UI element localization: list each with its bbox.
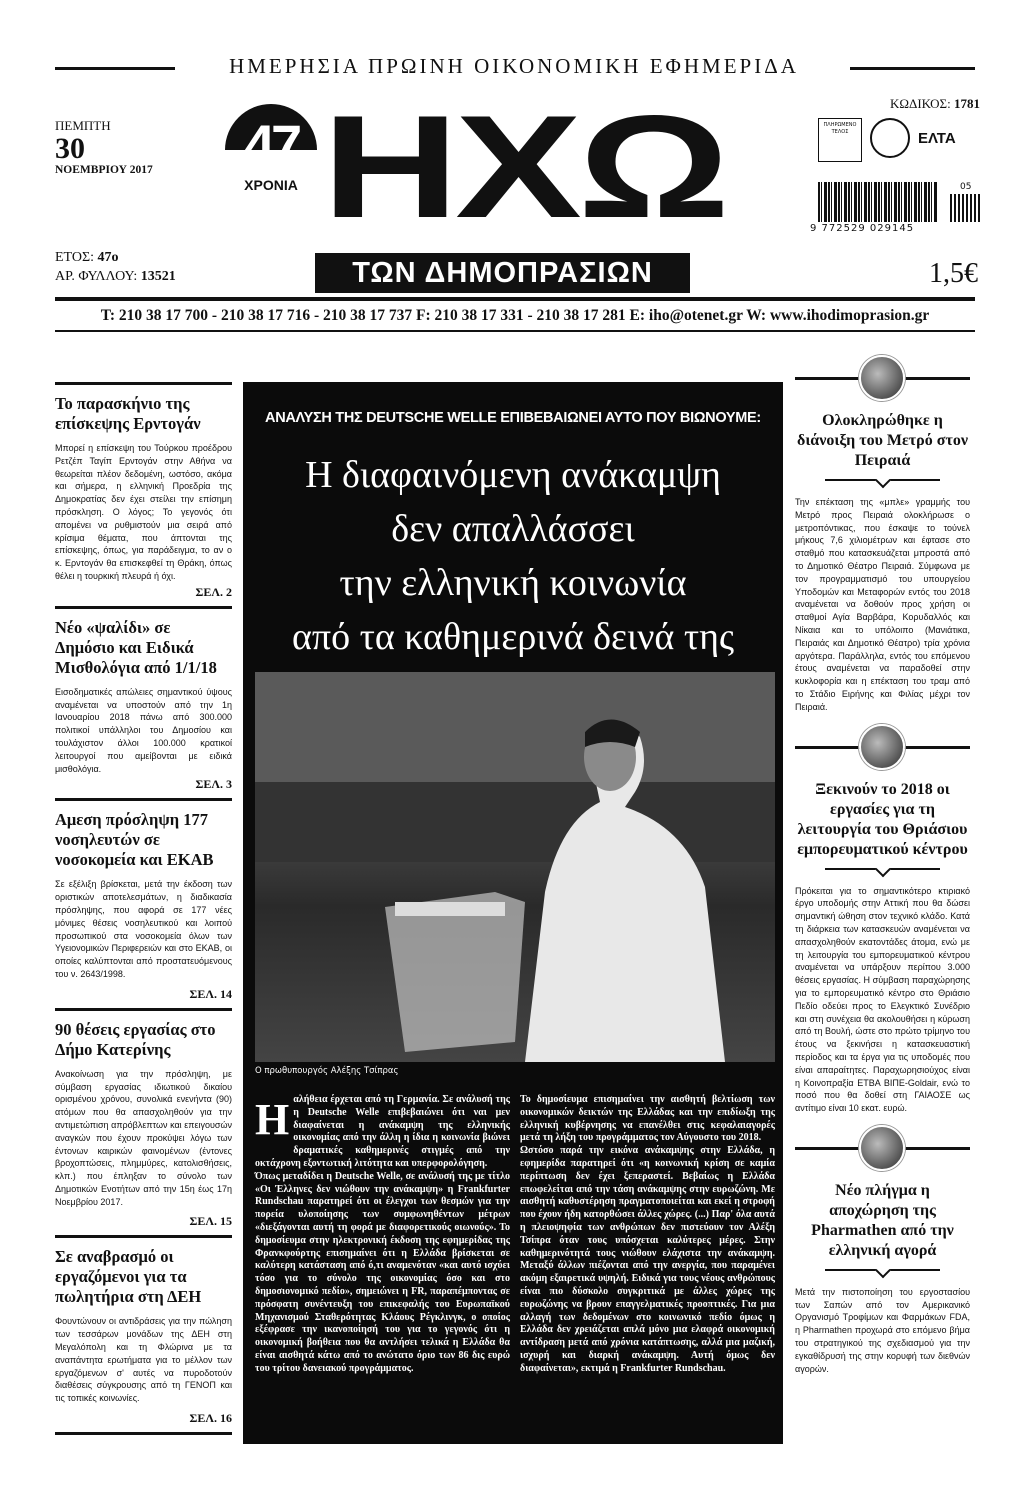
- story-title: Ολοκληρώθηκε η διάνοιξη του Μετρό στον Πειραιά: [797, 412, 968, 469]
- story-thumbnail: [859, 1125, 905, 1171]
- photo-caption: Ο πρωθυπουργός Αλέξης Τσίπρας: [255, 1066, 399, 1076]
- lead-story: [243, 382, 783, 1444]
- price: 1,5€: [929, 258, 978, 289]
- body-paragraph: Ωστόσο παρά την εικόνα ανάκαμψης στην Ελλάδα, η εφημερίδα παρατηρεί ότι «η κοινωνική κρίση σε καμία περίπτωση δεν έχει ξεπεραστεί. Βεβαίως η Ελλάδα επωφελείται από την τάση ανάκαμψης στην ευρωζώνη. Με αισθητή καθυστέρηση πραγματοποιείται και εκεί η στροφή που έχουν ήδη κατορθώσει άλλες χώρες. (...) Παρ' όλα αυτά η πλειοψηφία των ανθρώπων δεν πιστεύουν τον Αλέξη Τσίπρα όταν τους υπόσχεται καλύτερες μέρες. Στην καθημερινότητά τους νιώθουν ελάχιστα την ανάκαμψη. Μεταξύ άλλων πιέζονται από την ανεργία, που παραμένει ακόμη εξαιρετικά υψηλή. Ειδικά για τους νέους ανθρώπους είναι πιο δύσκολο συγκριτικά με άλλες χώρες της ευρωζώνης να βρουν επαγγελματικές προοπτικές. Για μια αλλαγή των δεδομένων στο κοινωνικό πεδίο όμως η Ελλάδα δεν χρειάζεται απλά μόνο μια ελαφρά οικονομική αντίδραση μετά από χρόνια κατάπτωσης, αλλά μια μαζική, ισχυρή και διαρκή ανάκαμψη. Αυτή όμως δεν διαφαίνεται», εκτιμά η Frankfurter Rundschau.: [520, 1145, 775, 1374]
- anniversary-badge: [222, 98, 320, 196]
- year-label: ΕΤΟΣ:: [55, 250, 94, 265]
- lead-headline: [243, 448, 783, 664]
- brief-title: Το παρασκήνιο της επίσκεψης Ερντογάν: [55, 394, 201, 433]
- page-ref: ΣΕΛ. 16: [189, 1411, 232, 1426]
- left-column: [55, 382, 232, 1435]
- contact-rule: [55, 330, 975, 332]
- code: [890, 96, 980, 111]
- barcode: [810, 182, 980, 236]
- lead-body-right: [520, 1094, 775, 1376]
- dropcap: Η: [255, 1095, 290, 1144]
- news-brief: [55, 1008, 232, 1236]
- barcode-bars: [818, 182, 938, 222]
- issue-value: 13521: [140, 269, 176, 284]
- barcode-addon: 05: [960, 182, 972, 192]
- brief-text: Φουντώνουν οι αντιδράσεις για την πώληση των τεσσάρων μονάδων της ΔΕΗ στη Μεγαλόπολη και τη Φλώρινα με τα αναπάντητα ερωτήματα για το μέλλον των εργαζόμενων σ' αυτές να πυροδοτούν διαθέσεις σύγκρουσης από τη ΓΕΝΟΠ και τις τοπικές κοινωνίες.: [55, 1316, 232, 1404]
- seal-stamp-icon: [870, 118, 910, 158]
- story-thumbnail-row: [795, 724, 970, 772]
- story-thumbnail: [859, 724, 905, 770]
- newspaper-logo-subtitle: ΤΩΝ ΔΗΜΟΠΡΑΣΙΩΝ: [315, 253, 690, 293]
- elta-logo: ΕΛΤΑ: [918, 130, 956, 147]
- headline-line: την ελληνική κοινωνία: [339, 562, 687, 604]
- postage-paid-stamp: ΠΛΗΡΩΜΕΝΟ ΤΕΛΟΣ: [818, 118, 862, 162]
- issue-label: ΑΡ. ΦΥΛΛΟΥ:: [55, 269, 138, 284]
- page-ref: ΣΕΛ. 3: [195, 777, 232, 792]
- anniversary-label: ΧΡΟΝΙΑ: [244, 177, 298, 193]
- brief-title: Αμεση πρόσληψη 177 νοσηλευτών σε νοσοκομεία και ΕΚΑΒ: [55, 810, 214, 870]
- tagline: ΗΜΕΡΗΣΙΑ ΠΡΩΙΝΗ ΟΙΚΟΝΟΜΙΚΗ ΕΦΗΜΕΡΙΔΑ: [229, 54, 799, 78]
- header-rule: [55, 297, 975, 301]
- story-title: Νέο πλήγμα η αποχώρηση της Pharmathen από την ελληνική αγορά: [811, 1181, 954, 1259]
- story-thumbnail: [859, 355, 905, 401]
- chevron-divider-icon: [825, 868, 940, 880]
- right-column: [795, 355, 970, 1385]
- brief-title: Νέο «ψαλίδι» σε Δημόσιο και Ειδικά Μισθολόγια από 1/1/18: [55, 617, 217, 677]
- barcode-addon-bars: [950, 194, 980, 222]
- postal-stamps: [818, 116, 978, 166]
- lead-photo: [255, 672, 775, 1062]
- brief-text: Σε εξέλιξη βρίσκεται, μετά την έκδοση των οριστικών αποτελεσμάτων, η διαδικασία πρόσληψης, που αφορά σε 177 νέες μόνιμες θέσεις νοσηλευτικού και λοιπού προσωπικού στα νοσοκομεία όλων των Υγειονομικών Περιφερειών και στο ΕΚΑΒ, οι οποίες καλύπτονται από προστατευόμενους του ν. 2643/1998.: [55, 879, 232, 979]
- brief-text: Εισοδηματικές απώλειες σημαντικού ύψους αναμένεται να υποστούν από την 1η Ιανουαρίου 2018 πάνω από 300.000 πολιτικοί υπάλληλοι του Δημοσίου και τουλάχιστον άλλοι 100.000 κρατικοί λειτουργοί που αμείβονται με ειδικά μισθολόγια.: [55, 686, 232, 774]
- headline-line: Η διαφαινόμενη ανάκαμψη: [305, 454, 721, 496]
- page-ref: ΣΕΛ. 2: [195, 584, 232, 599]
- story-thumbnail-row: [795, 355, 970, 403]
- date-number: 30: [55, 132, 85, 165]
- page-ref: ΣΕΛ. 14: [189, 986, 232, 1001]
- body-paragraph: Όπως μεταδίδει η Deutsche Welle, σε ανάλυσή της με τίτλο «Οι Έλληνες δεν νιώθουν την ανάκαμψη» η Frankfurter Rundschau παρατηρεί ότι οι έλεγχοι των θεσμών για την πορεία υλοποίησης των συμφωνηθέντων μέτρων «διεξάγονται αυτή τη φορά με διαφορετικούς οιωνούς». Το δημοσίευμα στην ηλεκτρονική έκδοση της εφημερίδας της Φρανκφούρτης επισημαίνει ότι η Ελλάδα βρίσκεται σε καλύτερη κατάσταση από ό,τι αναμενόταν «και αυτό ισχύει τόσο για το σύνολο της οικονομίας όσο και στο δημοσιονομικό πεδίο», σημειώνει η FR, παραπέμποντας σε πρόσφατη συνέντευξη του επικεφαλής του Ευρωπαϊκού Μηχανισμού Σταθερότητας Κλάους Ρέγκλινγκ, ο οποίος εξέφρασε την ικανοποίησή του για το γεγονός ότι η οικονομική βοήθεια που θα αντλήσει τελικά η Ελλάδα θα είναι αισθητά κάτω από το ανώτατο όριο των 86 δις ευρώ του τρίτου δανειακού προγράμματος.: [255, 1170, 510, 1374]
- story-text: Μετά την πιστοποίηση του εργοστασίου των Σαπών από τον Αμερικανικό Οργανισμό Τροφίμων και Φαρμάκων FDA, η Pharmathen προχωρά στο επόμενο βήμα του στρατηγικού της σχεδιασμού για την εγκαθίδρυσή της στην κορυφή των διεθνών αγορών.: [795, 1286, 970, 1374]
- story-text: Την επέκταση της «μπλε» γραμμής του Μετρό προς Πειραιά ολοκλήρωσε ο μετροπόντικας, που έσκαψε το τούνελ μήκους 7,6 χιλιομέτρων και έφτασε στο σταθμό που κατασκευάζεται μπροστά από το Δημοτικό Θέατρο Πειραιά. Σύμφωνα με τον προγραμματισμό του υπουργείου Υποδομών και Μεταφορών εντός του 2018 αναμένεται να δοθούν προς χρήση οι σταθμοί Αγία Βαρβάρα, Κορυδαλλός και Νίκαια και το υπόλοιπο (Μανιάτικα, Πειραιάς και Δημοτικό Θέατρο) τρία χρόνια αργότερα. Παράλληλα, εντός του επόμενου έτους αναμένεται να παραδοθεί στην κυκλοφορία και η επέκταση του τραμ από το Στάδιο Ειρήνης και Φιλίας μέχρι τον Πειραιά.: [795, 497, 970, 712]
- code-label: ΚΩΔΙΚΟΣ:: [889, 96, 951, 111]
- barcode-number: 9 772529 029145: [810, 223, 915, 234]
- news-brief: [55, 382, 232, 606]
- contact-line: T: 210 38 17 700 - 210 38 17 716 - 210 38 17 737 F: 210 38 17 331 - 210 38 17 281 E: iho@otenet.gr W: www.ihodimoprasion.gr: [100, 307, 930, 324]
- story-thumbnail-row: [795, 1125, 970, 1173]
- page-ref: ΣΕΛ. 15: [189, 1214, 232, 1229]
- story-title: Ξεκινούν το 2018 οι εργασίες για τη λειτουργία του Θριάσιου εμπορευματικού κέντρου: [797, 780, 968, 858]
- lead-kicker: ΑΝΑΛΥΣΗ ΤΗΣ DEUTSCHE WELLE ΕΠΙΒΕΒΑΙΩΝΕΙ ΑΥΤΟ ΠΟΥ ΒΙΩΝΟΥΜΕ:: [265, 410, 761, 426]
- headline-line: δεν απαλλάσσει: [391, 508, 635, 550]
- side-story: [795, 1125, 970, 1376]
- month-year: ΝΟΕΜΒΡΙΟΥ 2017: [55, 164, 153, 176]
- body-paragraph: αλήθεια έρχεται από τη Γερμανία. Σε ανάλυσή της η Deutsche Welle επιβεβαιώνει ότι ναι μεν διαφαίνεται η ανάκαμψη της ελληνικής οικονομίας από την άλλη η ίδια η κοινωνία βιώνει δραματικές καθημερινές στιγμές από την οκτάχρονη εξοντωτική λιτότητα και υπερφορολόγηση.: [255, 1094, 510, 1169]
- news-brief: [55, 798, 232, 1007]
- story-text: Πρόκειται για το σημαντικότερο κτιριακό έργο υποδομής στην Αττική που θα δώσει σημαντική ώθηση στον τεχνικό κλάδο. Κατά τη διάρκεια των κατασκευών αναμένεται να απασχοληθούν εκατοντάδες άτομα, ενώ με τη λειτουργία του εμπορευματικού κέντρου αναμένεται να υπάρξουν περίπου 3.000 θέσεις εργασίας. Η σύμβαση παραχώρησης για το εμπορευματικό κέντρο στο Θριάσιο Πεδίο οδεύει προς το Ελεγκτικό Συνέδριο και στη συνέχεια θα ακολουθήσει η κύρωση από τη Βουλή, ώστε στο πρώτο τρίμηνο του έτους να ξεκινήσει η κατασκευαστική περίοδος και τα έργα για τις υποδομές που είναι απαραίτητες. Παραχωρησιούχος είναι η Κοινοπραξία ΕΤΒΑ ΒΙΠΕ-Goldair, ενώ το ποσό που θα δοθεί στη ΓΑΙΑΟΣΕ ως αντίτιμο είναι 10 εκατ. ευρώ.: [795, 885, 970, 1114]
- headline-line: από τα καθημερινά δεινά της: [291, 616, 735, 658]
- news-brief: [55, 606, 232, 799]
- issue-block: [55, 248, 176, 286]
- brief-text: Ανακοίνωση για την πρόσληψη, με σύμβαση εργασίας ιδιωτικού δικαίου ορισμένου χρόνου, συνολικά ενενήντα (90) ατόμων που θα απασχοληθούν για την αντιμετώπιση απρόβλεπτων και επειγουσών αναγκών που έχουν προκύψει λόγω των έντονων καιρικών φαινομένων (έντονες βροχοπτώσεις, πλημμύρες, κατολισθήσεις, κλπ.) που έπληξαν το σύνολο των Δημοτικών Ενοτήτων από την 15η έως 17η Νοεμβρίου 2017.: [55, 1068, 232, 1207]
- body-paragraph: Το δημοσίευμα επισημαίνει την αισθητή βελτίωση των οικονομικών δεικτών της Ελλάδας και την επιδίωξη της ελληνική κυβέρνησης να επανέλθει στις κεφαλαιαγορές μετά τη λήξη του προγράμματος τον Αύγουστο του 2018.: [520, 1094, 775, 1144]
- lead-body-left: [255, 1094, 510, 1376]
- weekday: ΠΕΜΠΤΗ: [55, 118, 111, 133]
- brief-title: Σε αναβρασμό οι εργαζόμενοι για τα πωλητήρια στη ΔΕΗ: [55, 1247, 202, 1307]
- chevron-divider-icon: [825, 1269, 940, 1281]
- brief-text: Μπορεί η επίσκεψη του Τούρκου προέδρου Ρετζέπ Ταγίπ Ερντογάν στην Αθήνα να θεωρείται πλέον δεδομένη, ωστόσο, ακόμα και σήμερα, η ελληνική Προεδρία της Δημοκρατίας δεν έχει στείλει την επίσημη πρόσκληση. Ο λόγος; Το γεγονός ότι απομένει να ρυθμιστούν μια σειρά από κρίσιμα θέματα, που άπτονται της επίσκεψης, όπως, για παράδειγμα, το αν ο κ. Ερντογάν θα επισκεφθεί τη Θράκη, όπως θέλει η τουρκική πλευρά ή όχι.: [55, 443, 232, 581]
- brief-title: 90 θέσεις εργασίας στο Δήμο Κατερίνης: [55, 1019, 216, 1059]
- side-story: [795, 355, 970, 714]
- date-block: [55, 118, 153, 176]
- newspaper-logo: ΗΧΩ: [322, 85, 727, 248]
- side-story: [795, 724, 970, 1115]
- code-value: 1781: [954, 96, 980, 111]
- news-brief: [55, 1235, 232, 1435]
- anniversary-number: 47: [243, 113, 299, 176]
- year-value: 47ο: [97, 250, 119, 265]
- chevron-divider-icon: [825, 479, 940, 491]
